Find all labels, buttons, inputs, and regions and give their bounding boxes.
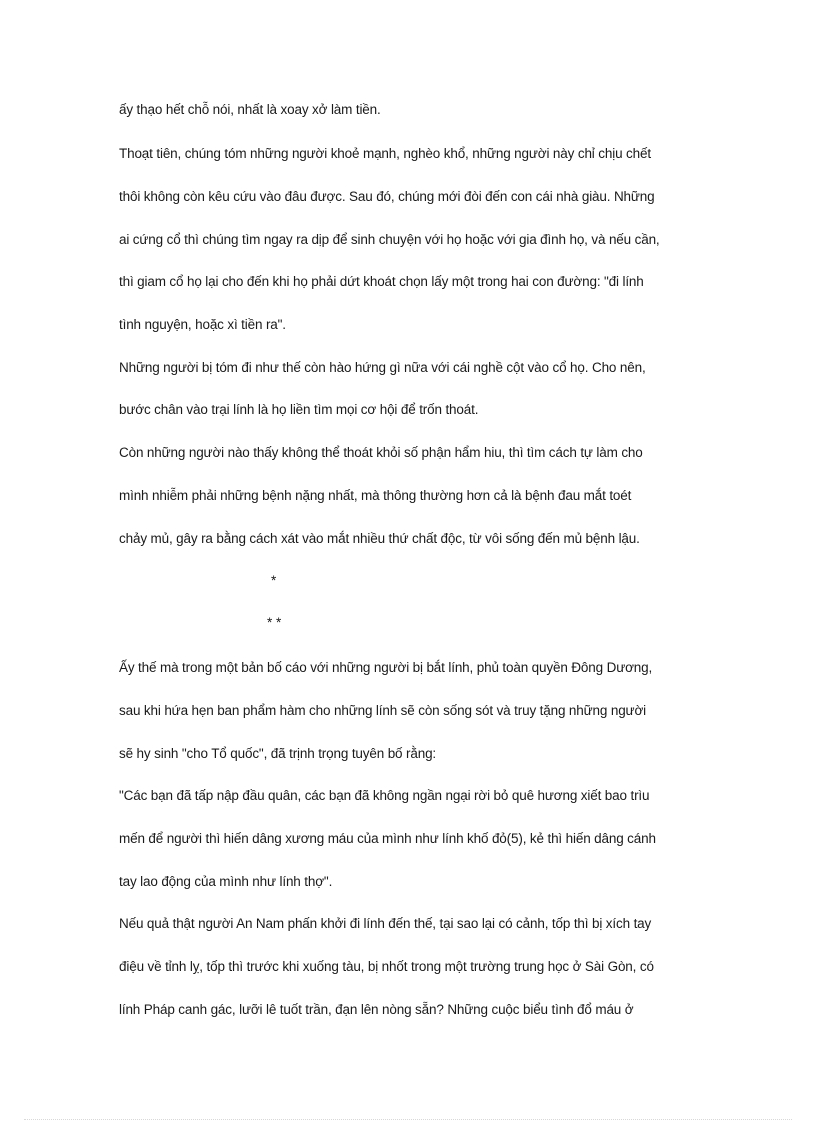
text-line: mến để người thì hiến dâng xương máu của mình như lính khố đỏ(5), kẻ thì hiến dâng cánh [119, 831, 656, 846]
section-separator-star: * [271, 573, 277, 588]
text-line: tình nguyện, hoặc xì tiền ra". [119, 317, 286, 332]
text-line: Còn những người nào thấy không thể thoát khỏi số phận hẩm hiu, thì tìm cách tự làm cho [119, 445, 643, 460]
text-line: Nếu quả thật người An Nam phấn khởi đi lính đến thế, tại sao lại có cảnh, tốp thì bị xích tay [119, 916, 652, 931]
text-line: bước chân vào trại lính là họ liền tìm mọi cơ hội để trốn thoát. [119, 402, 479, 417]
text-line: Ấy thế mà trong một bản bố cáo với những người bị bắt lính, phủ toàn quyền Đông Dương, [119, 660, 653, 675]
section-separator-stars: * * [267, 615, 282, 630]
text-line: chảy mủ, gây ra bằng cách xát vào mắt nhiều thứ chất độc, từ vôi sống đến mủ bệnh lậu. [119, 531, 640, 546]
text-line: thì giam cổ họ lại cho đến khi họ phải dứt khoát chọn lấy một trong hai con đường: "đi lính [119, 274, 644, 289]
text-line: sẽ hy sinh "cho Tổ quốc", đã trịnh trọng tuyên bố rằng: [119, 746, 437, 761]
text-line: mình nhiễm phải những bệnh nặng nhất, mà thông thường hơn cả là bệnh đau mắt toét [119, 488, 632, 503]
text-line: Thoạt tiên, chúng tóm những người khoẻ mạnh, nghèo khổ, những người này chỉ chịu chết [119, 146, 651, 161]
text-line: sau khi hứa hẹn ban phẩm hàm cho những lính sẽ còn sống sót và truy tặng những người [119, 703, 646, 718]
text-line: tay lao động của mình như lính thợ". [119, 874, 333, 889]
text-line: điệu về tỉnh lỵ, tốp thì trước khi xuống tàu, bị nhốt trong một trường trung học ở Sài Gòn, có [119, 959, 654, 974]
page-bottom-divider [24, 1119, 792, 1120]
text-line: ai cứng cổ thì chúng tìm ngay ra dịp để sinh chuyện với họ hoặc với gia đình họ, và nếu cần, [119, 232, 660, 247]
text-line: thôi không còn kêu cứu vào đâu được. Sau đó, chúng mới đòi đến con cái nhà giàu. Những [119, 189, 655, 204]
text-line: "Các bạn đã tấp nập đầu quân, các bạn đã không ngần ngại rời bỏ quê hương xiết bao trìu [119, 788, 650, 803]
text-line: lính Pháp canh gác, lưỡi lê tuốt trần, đạn lên nòng sẵn? Những cuộc biểu tình đổ máu ở [119, 1002, 634, 1017]
text-line: Những người bị tóm đi như thế còn hào hứng gì nữa với cái nghề cột vào cổ họ. Cho nên, [119, 360, 646, 375]
text-line: ấy thạo hết chỗ nói, nhất là xoay xở làm tiền. [119, 102, 381, 117]
